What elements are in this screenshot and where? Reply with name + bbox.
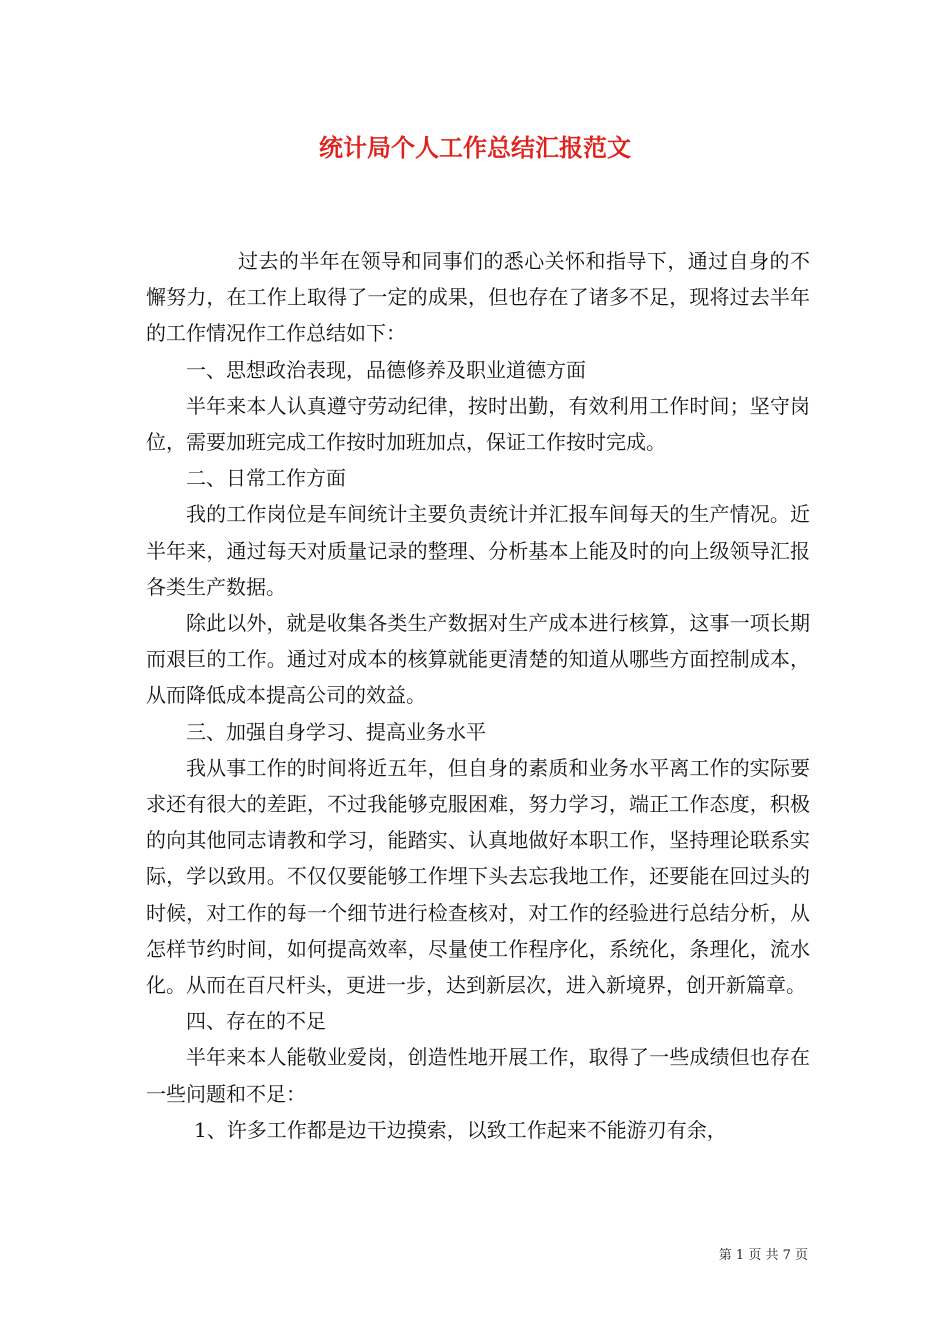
section-heading-1: 一、思想政治表现，品德修养及职业道德方面 (186, 357, 586, 382)
page-number-footer: 第 1 页 共 7 页 (718, 1248, 808, 1263)
paragraph-daily-work: 我的工作岗位是车间统计主要负责统计并汇报车间每天的生产情况。近半年来，通过每天对质量记录的整理、分析基本上能及时的向上级领导汇报各类生产数据。 (146, 502, 810, 599)
section-heading-2: 二、日常工作方面 (186, 466, 346, 491)
list-item-1: 1、许多工作都是边干边摸索，以致工作起来不能游刃有余， (194, 1117, 727, 1142)
document-title: 统计局个人工作总结汇报范文 (319, 134, 631, 162)
paragraph-intro: 过去的半年在领导和同事们的悉心关怀和指导下，通过自身的不懈努力，在工作上取得了一定的成果，但也存在了诸多不足，现将过去半年的工作情况作工作总结如下： (146, 249, 810, 346)
paragraph-discipline: 半年来本人认真遵守劳动纪律，按时出勤，有效利用工作时间；坚守岗位，需要加班完成工作按时加班加点，保证工作按时完成。 (146, 393, 810, 455)
section-heading-4: 四、存在的不足 (186, 1009, 326, 1034)
document-body (146, 243, 810, 1148)
section-heading-3: 三、加强自身学习、提高业务水平 (186, 719, 486, 744)
paragraph-cost-accounting: 除此以外，就是收集各类生产数据对生产成本进行核算，这事一项长期而艰巨的工作。通过对成本的核算就能更清楚的知道从哪些方面控制成本，从而降低成本提高公司的效益。 (146, 611, 810, 708)
paragraph-shortcomings: 半年来本人能敬业爱岗，创造性地开展工作，取得了一些成绩但也存在一些问题和不足： (146, 1045, 810, 1106)
paragraph-study: 我从事工作的时间将近五年，但自身的素质和业务水平离工作的实际要求还有很大的差距，不过我能够克服困难，努力学习，端正工作态度，积极的向其他同志请教和学习，能踏实、认真地做好本职工作，坚持理论联系实际，学以致用。不仅仅要能够工作埋下头去忘我地工作，还要能在回过头的时候，对工作的每一个细节进行检查核对，对工作的经验进行总结分析，从怎样节约时间，如何提高效率，尽量使工作程序化，系统化，条理化，流水化。从而在百尺杆头，更进一步，达到新层次，进入新境界，创开新篇章。 (146, 755, 810, 998)
